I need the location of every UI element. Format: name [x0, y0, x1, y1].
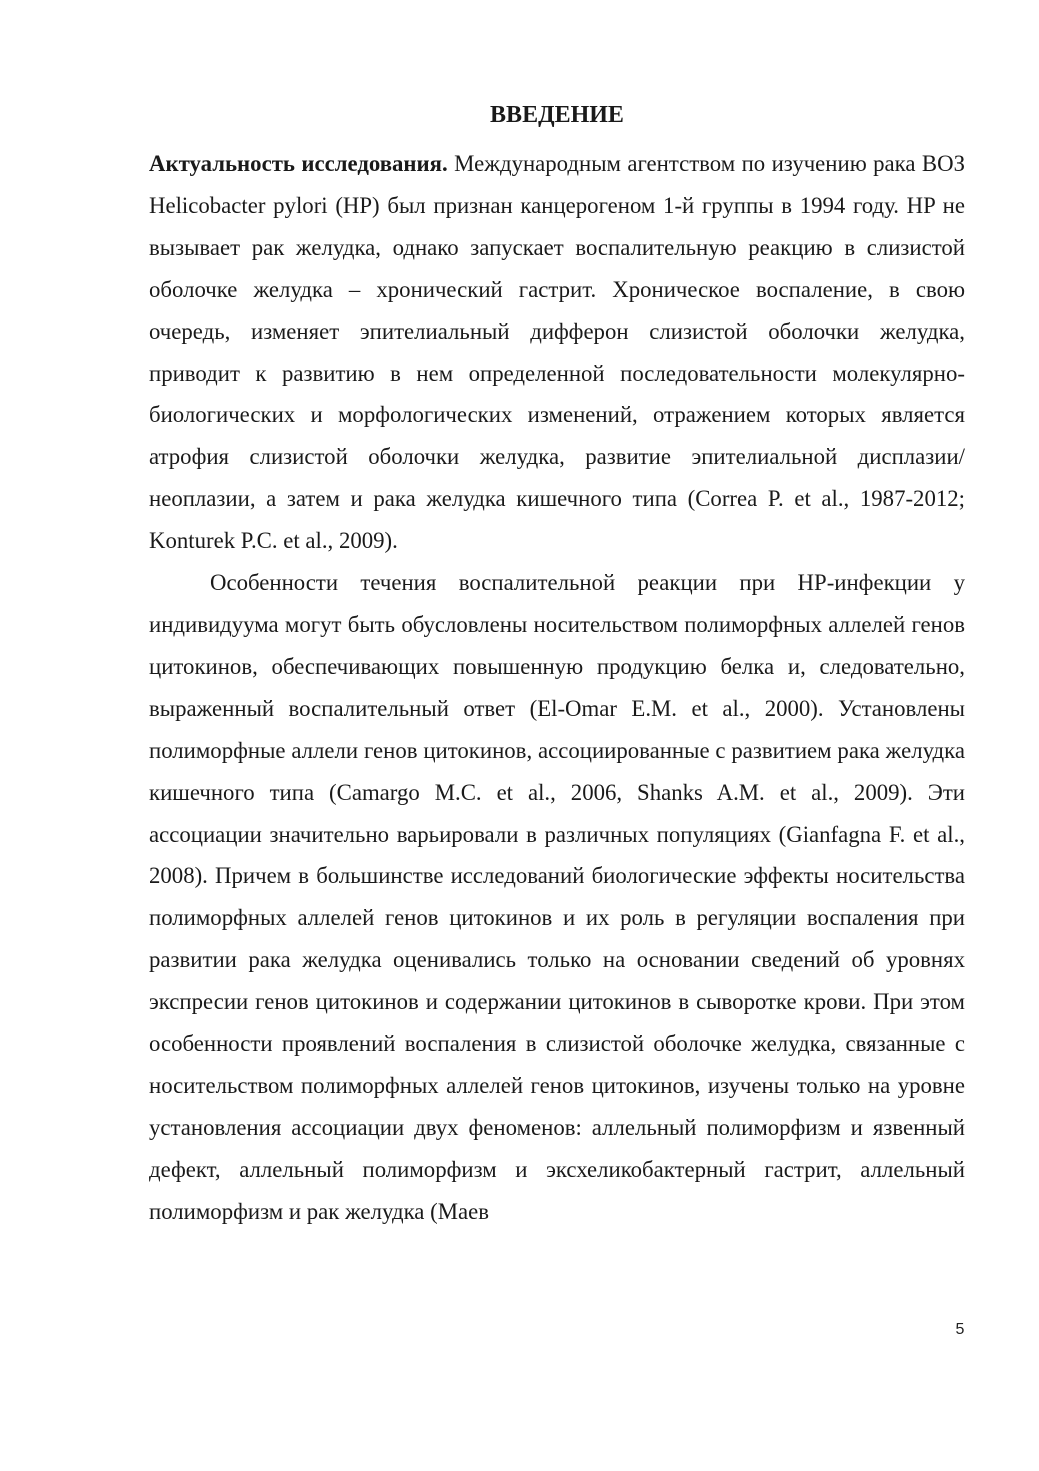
- paragraph-text: Особенности течения воспалительной реакции при HP-инфекции у индивидуума могут быть обусловлены носительством полиморфных аллелей генов цитокинов, обеспечивающих повышенную продукцию белка и, следовательно, выраженный воспалительный ответ (El-Omar E.M. et al., 2000). Установлены полиморфные аллели генов цитокинов, ассоциированные с развитием рака желудка кишечного типа (Camargo M.C. et al., 2006, Shanks A.M. et al., 2009). Эти ассоциации значительно варьировали в различных популяциях (Gianfagna F. et al., 2008). Причем в большинстве исследований биологические эффекты носительства полиморфных аллелей генов цитокинов и их роль в регуляции воспаления при развитии рака желудка оценивались только на основании сведений об уровнях экспресии генов цитокинов и содержании цитокинов в сыворотке крови. При этом особенности проявлений воспаления в слизистой оболочке желудка, связанные с носительством полиморфных аллелей генов цитокинов, изучены только на уровне установления ассоциации двух феноменов: аллельный полиморфизм и язвенный дефект, аллельный полиморфизм и эксхеликобактерный гастрит, аллельный полиморфизм и рак желудка (Маев: [149, 570, 965, 1224]
- page-number: 5: [955, 1321, 965, 1338]
- paragraph-text: Международным агентством по изучению рака ВОЗ Helicobacter pylori (HP) был признан канцерогеном 1-й группы в 1994 году. HP не вызывает рак желудка, однако запускает воспалительную реакцию в слизистой оболочке желудка – хронический гастрит. Хроническое воспаление, в свою очередь, изменяет эпителиальный дифферон слизистой оболочки желудка, приводит к развитию в нем определенной последовательности молекулярно-биологических и морфологических изменений, отражением которых является атрофия слизистой оболочки желудка, развитие эпителиальной дисплазии/неоплазии, а затем и рака желудка кишечного типа (Correa P. et al., 1987-2012; Konturek P.C. et al., 2009).: [149, 151, 966, 554]
- paragraph-relevance: [149, 143, 965, 562]
- body-text: [149, 143, 965, 1233]
- section-heading: ВВЕДЕНИЕ: [490, 102, 624, 128]
- paragraph-lead: Актуальность исследования.: [149, 151, 448, 176]
- paragraph-inflammation: [149, 562, 965, 1233]
